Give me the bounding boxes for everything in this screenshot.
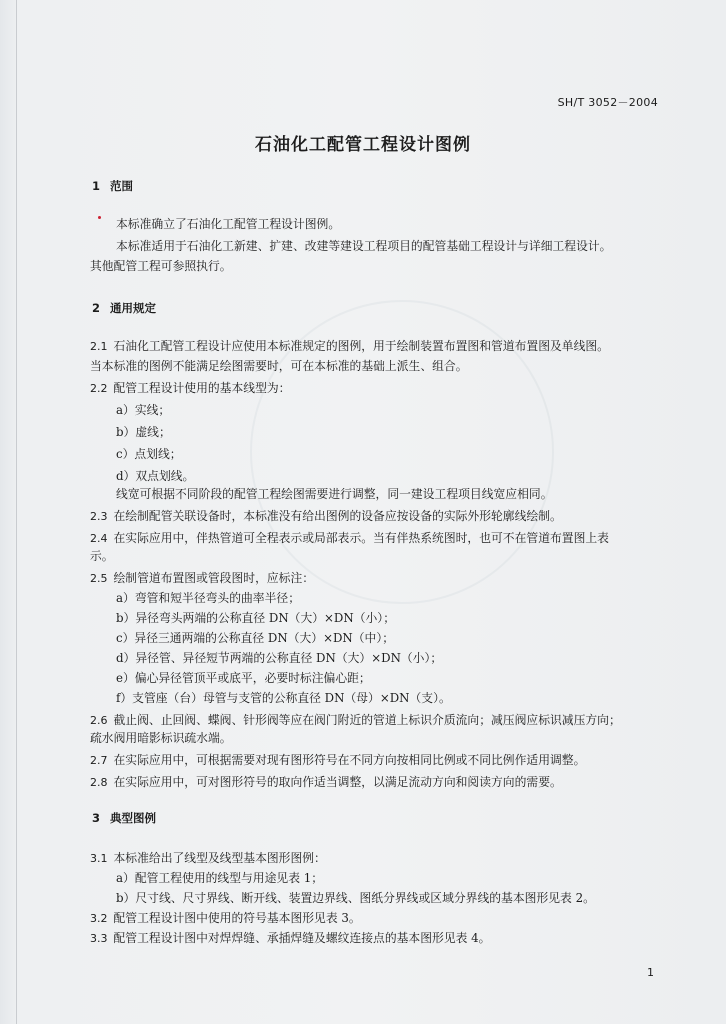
clause-text: 石油化工配管工程设计应使用本标准规定的图例，用于绘制装置布置图和管道布置图及单线图。 [113, 339, 609, 353]
section-heading-1 [92, 178, 133, 194]
list-item: a）配管工程使用的线型与用途见表 1； [116, 871, 324, 885]
clause-text: 在实际应用中，可根据需要对现有图形符号在不同方向按相同比例或不同比例作适用调整。 [113, 753, 586, 767]
paragraph-continuation: 其他配管工程可参照执行。 [90, 259, 232, 273]
clause-2-6 [90, 712, 660, 729]
section-title: 典型图例 [110, 811, 156, 825]
clause-number: 3.3 [90, 932, 108, 945]
clause-number: 2.7 [90, 754, 108, 767]
page-title: 石油化工配管工程设计图例 [255, 135, 471, 155]
clause-number: 3.1 [90, 852, 108, 865]
clause-text: 在实际应用中，伴热管道可全程表示或局部表示。当有伴热系统图时，也可不在管道布置图上表 [113, 531, 609, 545]
clause-number: 3.2 [90, 912, 108, 925]
clause-2-4 [90, 530, 660, 547]
section-number: 2 [92, 301, 101, 315]
list-item: a）实线； [116, 403, 171, 417]
clause-2-4-continuation: 示。 [90, 549, 114, 563]
clause-2-3 [90, 508, 660, 525]
list-item: e）偏心异径管顶平或底平，必要时标注偏心距； [116, 671, 371, 685]
clause-2-1-continuation: 当本标准的图例不能满足绘图需要时，可在本标准的基础上派生、组合。 [90, 359, 468, 373]
clause-number: 2.2 [90, 382, 108, 395]
clause-number: 2.1 [90, 340, 108, 353]
clause-number: 2.3 [90, 510, 108, 523]
clause-2-5 [90, 570, 660, 587]
red-mark [98, 216, 101, 219]
list-item: c）点划线； [116, 447, 182, 461]
list-item: b）虚线； [116, 425, 171, 439]
clause-text: 在实际应用中，可对图形符号的取向作适当调整，以满足流动方向和阅读方向的需要。 [113, 775, 562, 789]
clause-2-1 [90, 338, 660, 355]
clause-text: 配管工程设计图中使用的符号基本图形见表 3。 [113, 911, 361, 925]
clause-2-8 [90, 774, 660, 791]
clause-text: 配管工程设计图中对焊焊缝、承插焊缝及螺纹连接点的基本图形见表 4。 [113, 931, 491, 945]
clause-2-6-continuation: 疏水阀用暗影标识疏水端。 [90, 731, 232, 745]
clause-number: 2.8 [90, 776, 108, 789]
paragraph: 本标准确立了石油化工配管工程设计图例。 [116, 217, 341, 231]
clause-2-2 [90, 380, 660, 397]
clause-text: 截止阀、止回阀、蝶阀、针形阀等应在阀门附近的管道上标识介质流向；减压阀应标识减压方向； [113, 713, 621, 727]
clause-2-7 [90, 752, 660, 769]
standard-code: SH/T 3052－2004 [557, 96, 658, 109]
clause-text: 本标准给出了线型及线型基本图形图例： [113, 851, 326, 865]
list-item: a）弯管和短半径弯头的曲率半径； [116, 591, 300, 605]
list-item: d）双点划线。 [116, 469, 195, 483]
clause-3-1 [90, 850, 660, 867]
paragraph: 本标准适用于石油化工新建、扩建、改建等建设工程项目的配管基础工程设计与详细工程设计。 [116, 239, 612, 253]
clause-number: 2.4 [90, 532, 108, 545]
section-number: 3 [92, 811, 101, 825]
list-item: c）异径三通两端的公称直径 DN（大）×DN（中）； [116, 631, 395, 645]
list-item: b）尺寸线、尺寸界线、断开线、装置边界线、图纸分界线或区域分界线的基本图形见表 2。 [116, 891, 595, 905]
section-title: 通用规定 [110, 301, 156, 315]
section-title: 范围 [110, 179, 133, 193]
page-number: 1 [647, 966, 654, 979]
clause-text: 在绘制配管关联设备时，本标准没有给出图例的设备应按设备的实际外形轮廓线绘制。 [113, 509, 562, 523]
clause-number: 2.5 [90, 572, 108, 585]
clause-text: 绘制管道布置图或管段图时，应标注： [113, 571, 315, 585]
list-item: f）支管座（台）母管与支管的公称直径 DN（母）×DN（支）。 [116, 691, 451, 705]
section-number: 1 [92, 179, 101, 193]
list-item: d）异径管、异径短节两端的公称直径 DN（大）×DN（小）； [116, 651, 443, 665]
clause-3-3 [90, 930, 660, 947]
clause-text: 配管工程设计使用的基本线型为： [113, 381, 291, 395]
paragraph: 线宽可根据不同阶段的配管工程绘图需要进行调整，同一建设工程项目线宽应相同。 [116, 487, 553, 501]
clause-number: 2.6 [90, 714, 108, 727]
section-heading-2 [92, 300, 156, 316]
list-item: b）异径弯头两端的公称直径 DN（大）×DN（小）； [116, 611, 395, 625]
section-heading-3 [92, 810, 156, 826]
clause-3-2 [90, 910, 660, 927]
